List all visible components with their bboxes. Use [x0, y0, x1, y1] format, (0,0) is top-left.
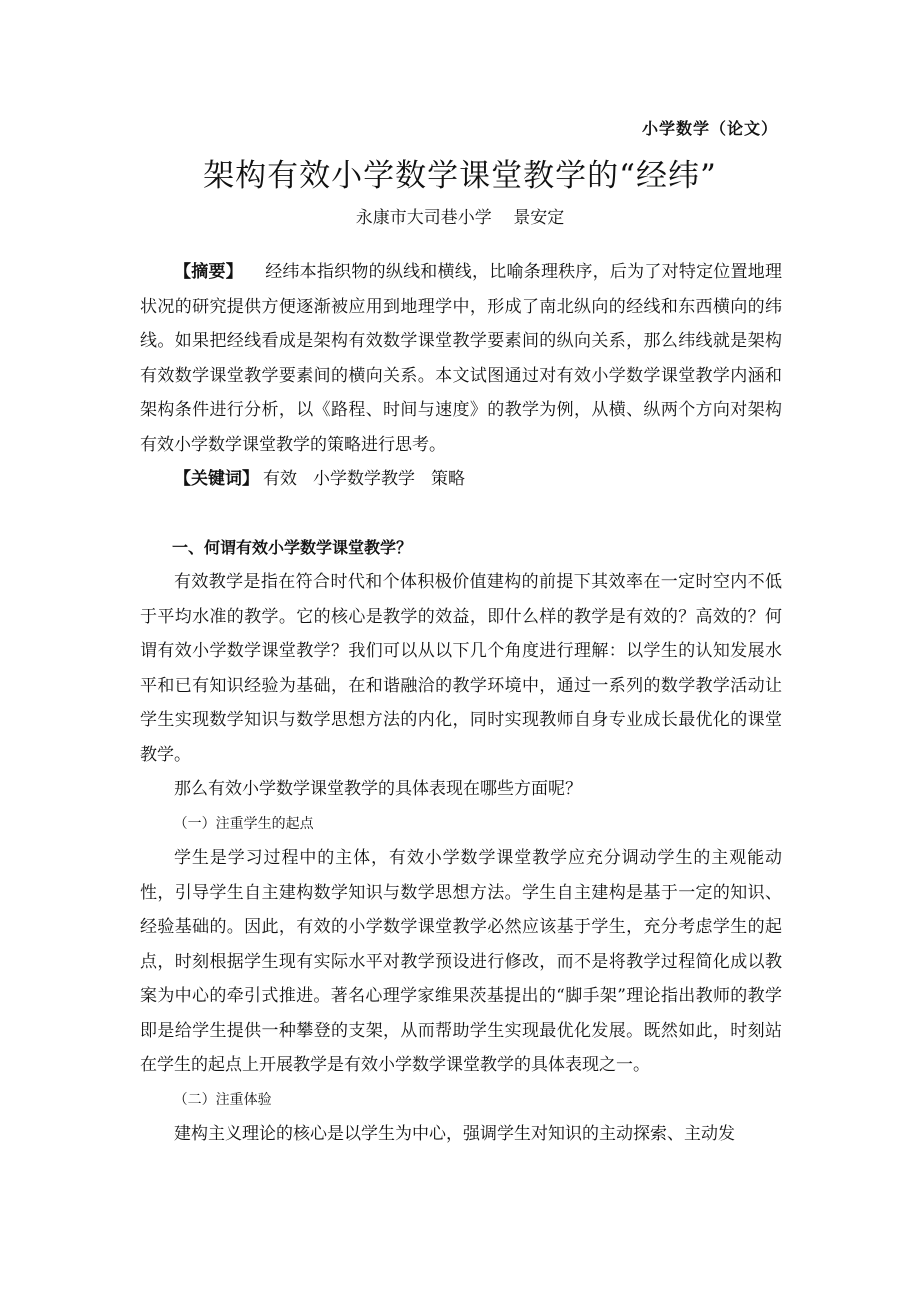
paper-title: 架构有效小学数学课堂教学的“经纬”	[203, 158, 717, 194]
abstract-text: 经纬本指织物的纵线和横线，比喻条理秩序，后为了对特定位置地理状况的研究提供方便逐渐被应用到地理学中，形成了南北纵向的经线和东西横向的纬线。如果把经线看成是架构有效数学课堂教学要素间的纵向关系，那么纬线就是架构有效数学课堂教学要素间的横向关系。本文试图通过对有效小学数学课堂教学内涵和架构条件进行分析，以《路程、时间与速度》的教学为例，从横、纵两个方向对架构有效小学数学课堂教学的策略进行思考。	[140, 262, 783, 455]
paper-body	[140, 255, 782, 1152]
author-school: 永康市大司巷小学	[355, 208, 492, 228]
subsection-heading: （二）注重体验	[173, 1091, 272, 1108]
abstract-paragraph	[140, 255, 782, 462]
keyword: 策略	[431, 469, 465, 489]
subsection-heading: （一）注重学生的起点	[173, 815, 314, 832]
author-name: 景安定	[513, 208, 565, 228]
author-line	[0, 203, 920, 228]
keyword: 小学数学教学	[313, 469, 415, 489]
body-paragraph: 建构主义理论的核心是以学生为中心，强调学生对知识的主动探索、主动发	[174, 1124, 735, 1144]
keyword: 有效	[263, 469, 297, 489]
paper-category: 小学数学（论文）	[641, 119, 778, 138]
body-paragraph: 学生是学习过程中的主体，有效小学数学课堂教学应充分调动学生的主观能动性，引导学生自主建构数学知识与数学思想方法。学生自主建构是基于一定的知识、经验基础的。因此，有效的小学数学课堂教学必然应该基于学生，充分考虑学生的起点，时刻根据学生现有实际水平对教学预设进行修改，而不是将教学过程简化成以教案为中心的牵引式推进。著名心理学家维果茨基提出的“脚手架”理论指出教师的教学即是给学生提供一种攀登的支架，从而帮助学生实现最优化发展。既然如此，时刻站在学生的起点上开展教学是有效小学数学课堂教学的具体表现之一。	[140, 848, 782, 1075]
keywords-line	[140, 462, 782, 497]
abstract-label: 【摘要】	[174, 262, 243, 282]
body-paragraph: 那么有效小学数学课堂教学的具体表现在哪些方面呢？	[174, 779, 582, 799]
body-paragraph: 有效教学是指在符合时代和个体积极价值建构的前提下其效率在一定时空内不低于平均水准的教学。它的核心是教学的效益，即什么样的教学是有效的？高效的？何谓有效小学数学课堂教学？我们可以从以下几个角度进行理解：以学生的认知发展水平和已有知识经验为基础，在和谐融洽的教学环境中，通过一系列的数学教学活动让学生实现数学知识与数学思想方法的内化，同时实现教师自身专业成长最优化的课堂教学。	[140, 572, 782, 765]
keywords-label: 【关键词】	[174, 469, 259, 489]
section-heading: 一、何谓有效小学数学课堂教学？	[172, 537, 413, 557]
